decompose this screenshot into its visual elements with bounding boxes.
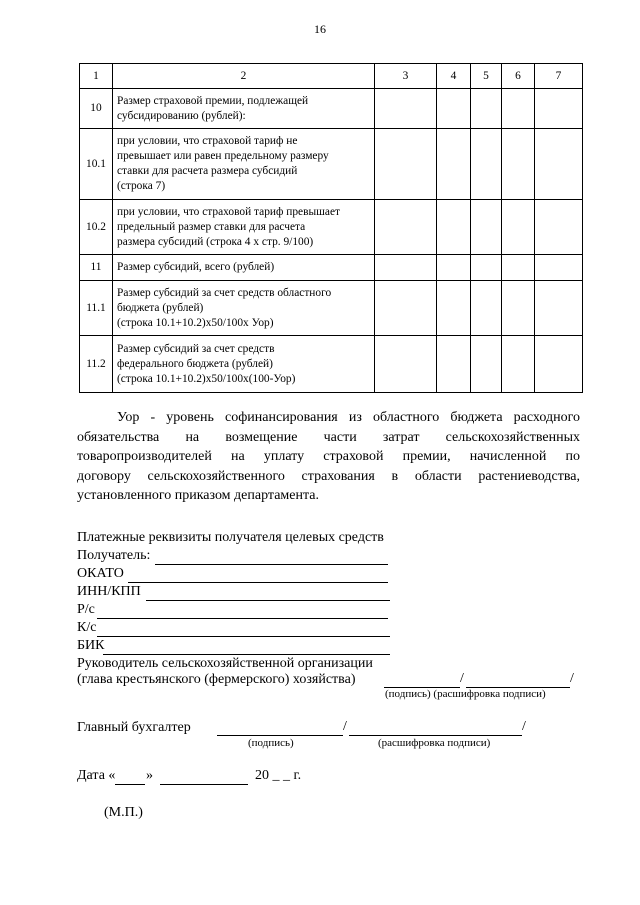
row-number: 10.1	[80, 129, 113, 200]
value-cell	[471, 336, 502, 393]
row-description: Размер субсидий, всего (рублей)	[113, 255, 375, 281]
value-cell	[375, 129, 437, 200]
row-number: 11.1	[80, 281, 113, 336]
value-cell	[437, 89, 471, 129]
table-row	[80, 89, 583, 129]
value-cell	[437, 200, 471, 255]
row-description: Размер субсидий за счет средств федерального бюджета (рублей) (строка 10.1+10.2)х50/100х(100-Уор)	[113, 336, 375, 393]
yor-definition-paragraph	[77, 408, 580, 506]
rs-label: Р/с	[77, 602, 95, 617]
header-cell: 5	[471, 64, 502, 89]
subsidy-table	[79, 63, 583, 393]
row-number: 10	[80, 89, 113, 129]
header-cell: 3	[375, 64, 437, 89]
value-cell	[375, 89, 437, 129]
value-cell	[437, 129, 471, 200]
date-label: Дата «	[77, 768, 116, 783]
paragraph-line: договору сельскохозяйственного страхования в области растениеводства,	[77, 468, 580, 484]
accountant-signature-decode-field[interactable]	[349, 735, 522, 736]
row-number: 10.2	[80, 200, 113, 255]
table-row	[80, 200, 583, 255]
value-cell	[502, 336, 535, 393]
table-row	[80, 336, 583, 393]
header-cell: 2	[113, 64, 375, 89]
value-cell	[471, 89, 502, 129]
table-header-row	[80, 64, 583, 89]
value-cell	[375, 255, 437, 281]
accountant-decode-caption: (расшифровка подписи)	[378, 737, 491, 749]
row-description: Размер страховой премии, подлежащей субсидированию (рублей):	[113, 89, 375, 129]
value-cell	[471, 255, 502, 281]
accountant-slash-end: /	[522, 719, 526, 734]
value-cell	[535, 255, 583, 281]
inn-kpp-field[interactable]	[146, 600, 390, 601]
value-cell	[471, 129, 502, 200]
paragraph-line: обязательства на возмещение части затрат сельскохозяйственных	[77, 429, 580, 445]
recipient-field[interactable]	[155, 564, 388, 565]
table-row	[80, 281, 583, 336]
value-cell	[535, 129, 583, 200]
accountant-sign-caption: (подпись)	[248, 737, 294, 749]
value-cell	[502, 200, 535, 255]
header-cell: 6	[502, 64, 535, 89]
rs-field[interactable]	[97, 618, 388, 619]
okato-field[interactable]	[128, 582, 388, 583]
header-cell: 1	[80, 64, 113, 89]
recipient-label: Получатель:	[77, 548, 151, 563]
accountant-slash: /	[343, 719, 347, 734]
value-cell	[437, 255, 471, 281]
date-month-field[interactable]	[160, 784, 248, 785]
requisites-title: Платежные реквизиты получателя целевых средств	[77, 530, 384, 545]
bik-label: БИК	[77, 638, 105, 653]
value-cell	[502, 129, 535, 200]
head-slash-end: /	[570, 671, 574, 686]
head-signature-caption: (подпись) (расшифровка подписи)	[385, 688, 546, 700]
stamp-placeholder: (М.П.)	[104, 805, 143, 820]
value-cell	[535, 200, 583, 255]
header-cell: 4	[437, 64, 471, 89]
date-close-quote: »	[146, 768, 153, 783]
value-cell	[437, 281, 471, 336]
table-row	[80, 255, 583, 281]
ks-field[interactable]	[97, 636, 390, 637]
value-cell	[502, 255, 535, 281]
accountant-signature-field[interactable]	[217, 735, 343, 736]
value-cell	[437, 336, 471, 393]
table-row	[80, 129, 583, 200]
okato-label: ОКАТО	[77, 566, 124, 581]
value-cell	[502, 281, 535, 336]
date-year: 20 _ _ г.	[255, 768, 302, 783]
row-number: 11.2	[80, 336, 113, 393]
paragraph-line: Уор - уровень софинансирования из областного бюджета расходного	[117, 410, 580, 425]
value-cell	[535, 281, 583, 336]
value-cell	[375, 281, 437, 336]
value-cell	[471, 200, 502, 255]
header-cell: 7	[535, 64, 583, 89]
head-title-line2: (глава крестьянского (фермерского) хозяйства)	[77, 672, 356, 687]
row-description: при условии, что страховой тариф превышает предельный размер ставки для расчета размера субсидий (строка 4 х стр. 9/100)	[113, 200, 375, 255]
value-cell	[375, 336, 437, 393]
paragraph-line: установленного приказом департамента.	[77, 488, 319, 503]
value-cell	[535, 89, 583, 129]
value-cell	[535, 336, 583, 393]
row-description: при условии, что страховой тариф не превышает или равен предельному размеру ставки для расчета размера субсидий (строка 7)	[113, 129, 375, 200]
head-title-line1: Руководитель сельскохозяйственной организации	[77, 656, 373, 671]
inn-kpp-label: ИНН/КПП	[77, 584, 141, 599]
paragraph-line: товаропроизводителей на уплату страховой премии, начисленной по	[77, 449, 580, 464]
page-number: 16	[314, 22, 326, 36]
bik-field[interactable]	[103, 654, 390, 655]
ks-label: К/с	[77, 620, 97, 635]
row-number: 11	[80, 255, 113, 281]
value-cell	[471, 281, 502, 336]
head-slash: /	[460, 671, 464, 686]
value-cell	[502, 89, 535, 129]
value-cell	[375, 200, 437, 255]
accountant-label: Главный бухгалтер	[77, 720, 191, 735]
row-description: Размер субсидий за счет средств областного бюджета (рублей) (строка 10.1+10.2)х50/100х Уор)	[113, 281, 375, 336]
date-day-field[interactable]	[115, 784, 145, 785]
